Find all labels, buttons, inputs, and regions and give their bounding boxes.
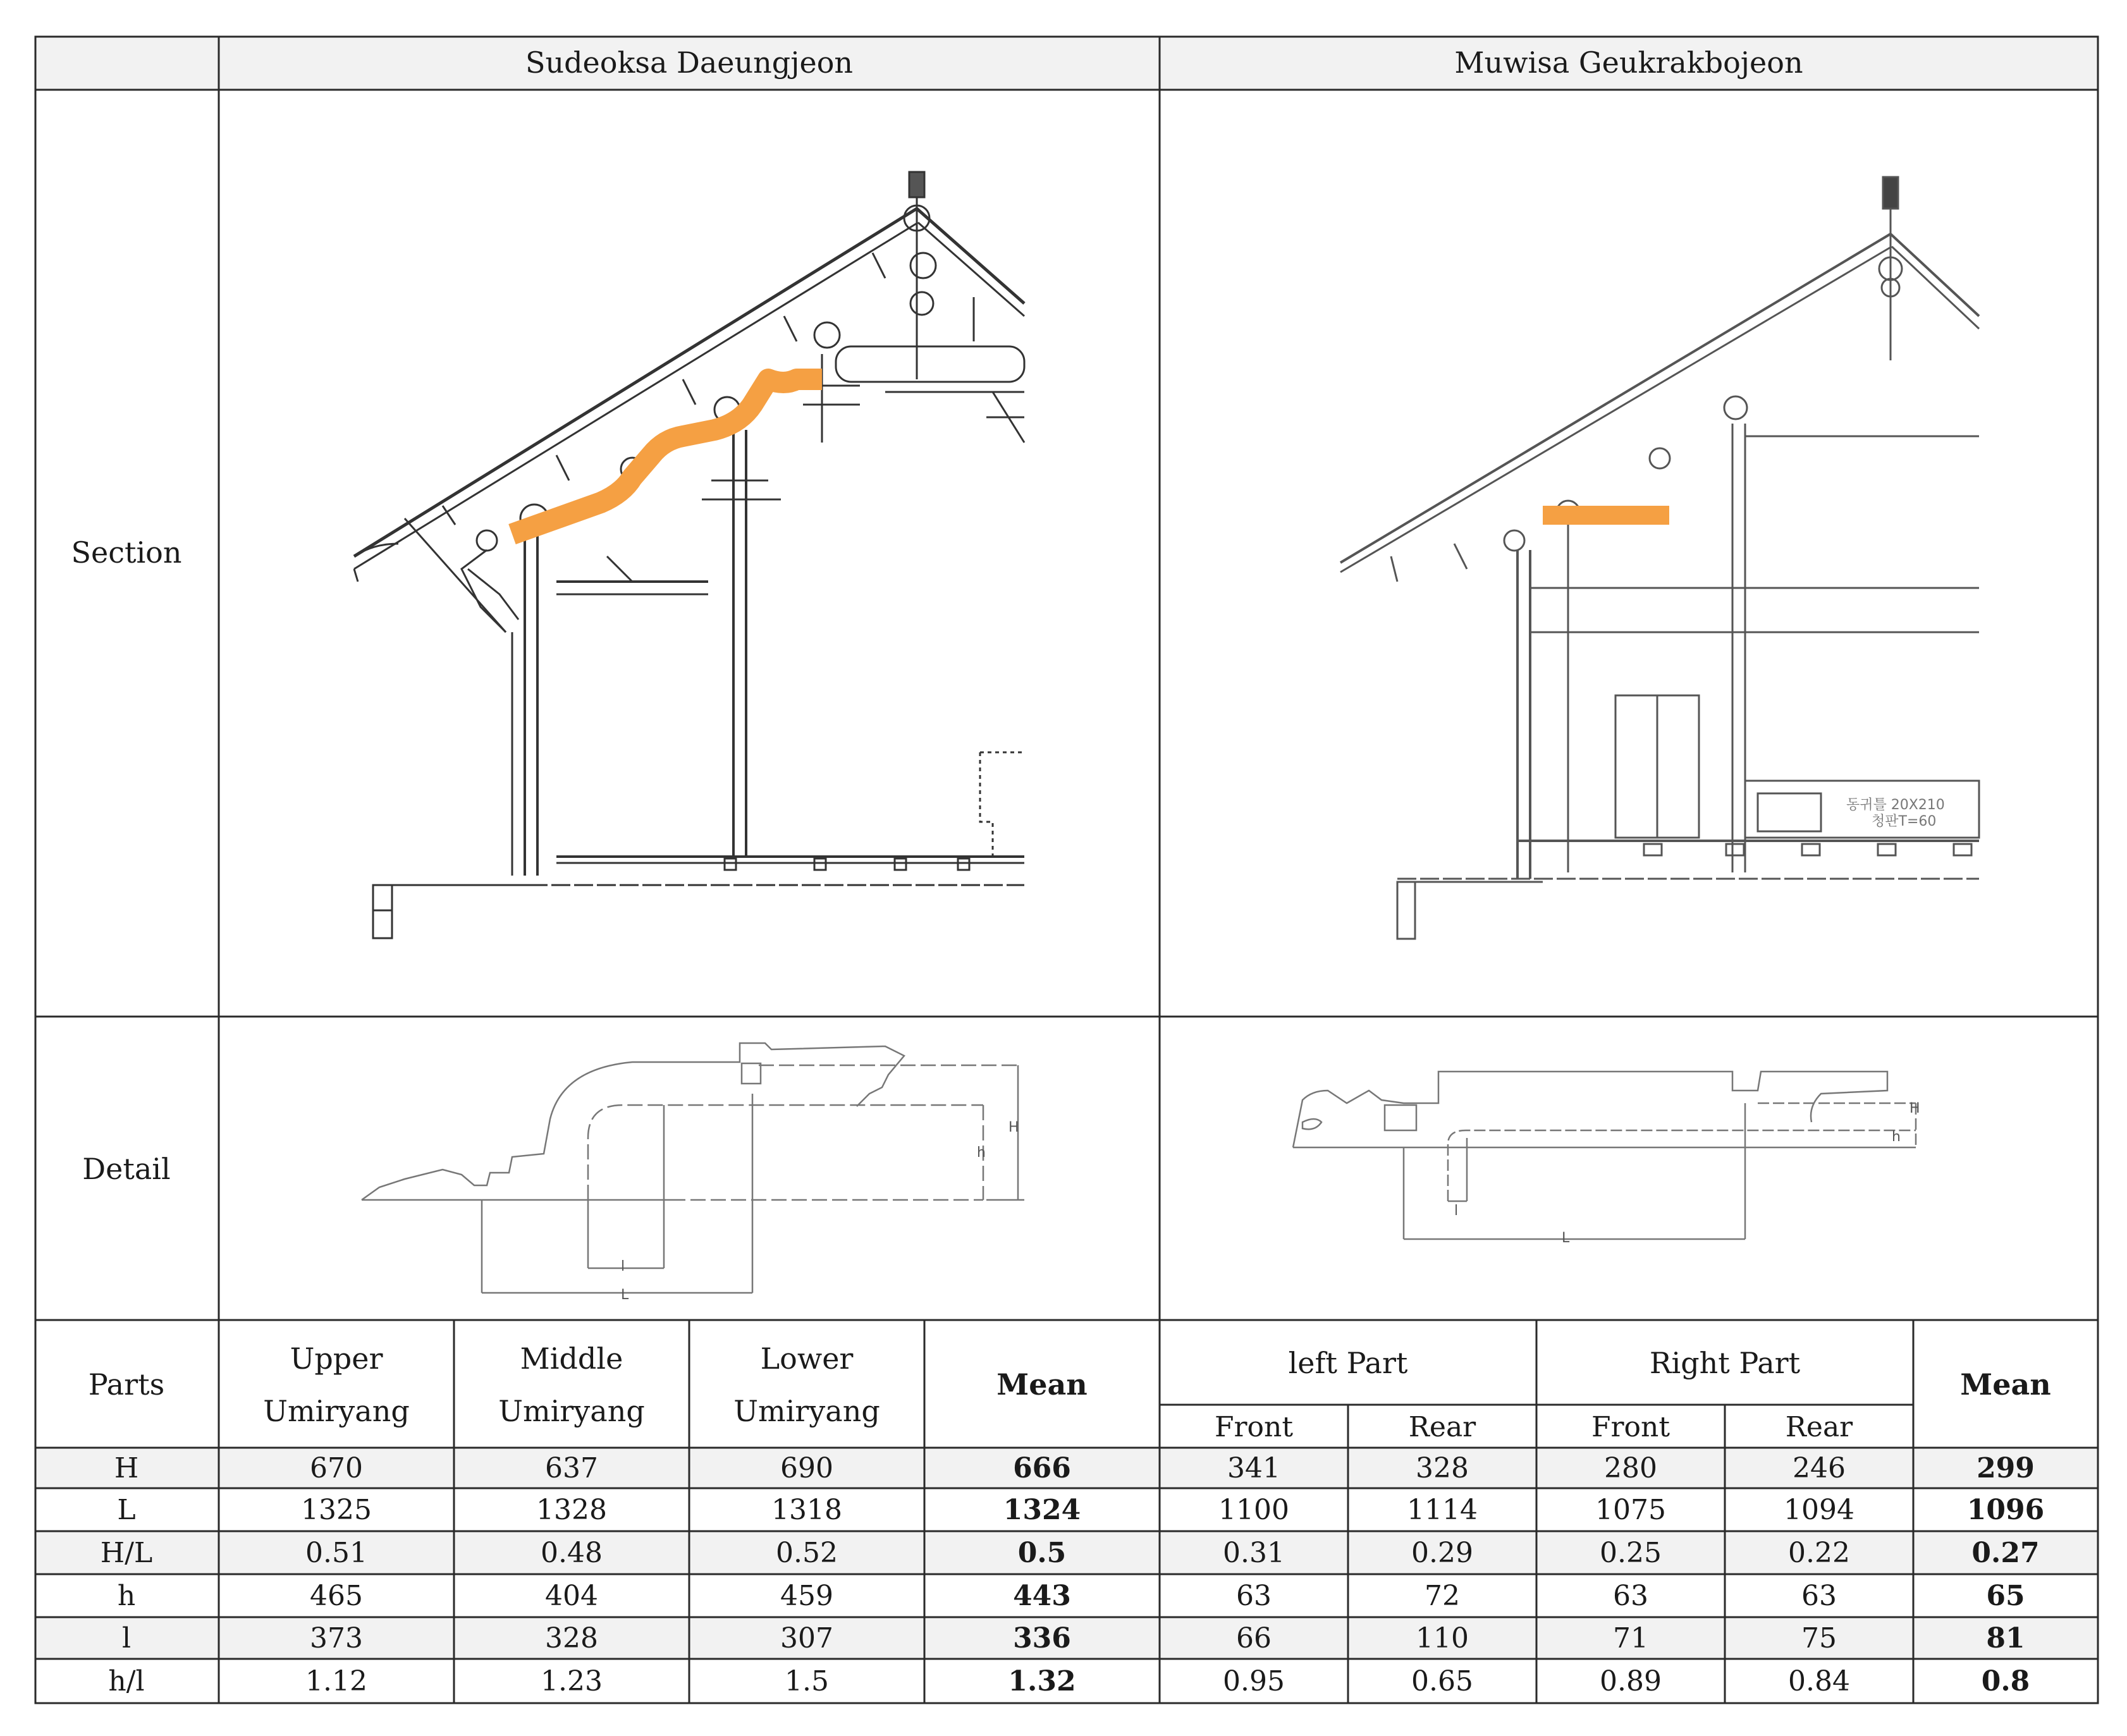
table-cell: 0.51 (305, 1537, 367, 1569)
table-cell: 465 (310, 1580, 363, 1612)
table-cell: 1.12 (305, 1665, 367, 1697)
table-cell: 637 (545, 1452, 598, 1484)
table-cell: 341 (1227, 1452, 1280, 1484)
table-cell: 0.65 (1411, 1665, 1473, 1697)
column-header-muwisa: Muwisa Geukrakbojeon (1454, 46, 1803, 80)
table-cell: 328 (1416, 1452, 1469, 1484)
table-cell: 0.89 (1600, 1665, 1662, 1697)
row-label: h (117, 1580, 136, 1612)
dim-H-right: H (1909, 1101, 1920, 1116)
dim-l-left: l (621, 1259, 625, 1274)
table-cell: 63 (1801, 1580, 1837, 1612)
table-cell: 0.5 (1017, 1537, 1067, 1569)
dim-l-right: l (1454, 1203, 1459, 1219)
section-drawing-sudeoksa (354, 172, 1024, 938)
table-cell: 1.5 (785, 1665, 829, 1697)
table-cell: 1114 (1407, 1494, 1478, 1526)
table-cell: 1094 (1784, 1494, 1854, 1526)
header-right-part: Right Part (1649, 1346, 1801, 1380)
row-label: h/l (108, 1665, 145, 1697)
table-cell: 404 (545, 1580, 598, 1612)
row-label: l (121, 1622, 132, 1654)
table-cell: 0.22 (1788, 1537, 1850, 1569)
table-cell: 1325 (301, 1494, 372, 1526)
table-cell: 0.27 (1971, 1537, 2040, 1569)
header-left-rear: Rear (1408, 1411, 1476, 1443)
table-cell: 81 (1986, 1622, 2025, 1654)
header-left-part: left Part (1288, 1346, 1408, 1380)
header-lower-line1: Lower (760, 1342, 854, 1376)
dim-h-right: h (1892, 1129, 1901, 1145)
parts-header: Parts (88, 1367, 165, 1402)
table-cell: 1.32 (1008, 1665, 1076, 1697)
row-label-section: Section (71, 535, 182, 570)
header-lower-line2: Umiryang (733, 1394, 880, 1428)
table-cell: 63 (1236, 1580, 1272, 1612)
table-cell: 110 (1416, 1622, 1469, 1654)
umiryang-highlight-muwisa (1543, 506, 1669, 525)
row-label: L (117, 1494, 136, 1526)
row-label: H/L (100, 1537, 153, 1569)
table-cell: 443 (1013, 1580, 1071, 1612)
table-cell: 459 (780, 1580, 833, 1612)
table-cell: 1318 (771, 1494, 842, 1526)
table-cell: 0.84 (1788, 1665, 1850, 1697)
table-cell: 336 (1013, 1622, 1071, 1654)
section-note-2: 청판T=60 (1872, 814, 1937, 829)
table-cell: 1324 (1003, 1494, 1081, 1526)
table-cell: 65 (1986, 1580, 2025, 1612)
detail-drawing-muwisa (1293, 1072, 1916, 1239)
header-upper-line1: Upper (290, 1342, 383, 1376)
table-cell: 63 (1613, 1580, 1648, 1612)
table-cell: 1075 (1595, 1494, 1666, 1526)
dim-h-left: h (977, 1145, 986, 1161)
table-cell: 72 (1425, 1580, 1460, 1612)
table-cell: 0.48 (541, 1537, 603, 1569)
table-cell: 1096 (1966, 1494, 2045, 1526)
table-cell: 71 (1613, 1622, 1648, 1654)
table-cell: 690 (780, 1452, 833, 1484)
detail-drawing-sudeoksa (362, 1043, 1024, 1293)
column-header-sudeoksa: Sudeoksa Daeungjeon (525, 46, 854, 80)
table-cell: 0.95 (1223, 1665, 1285, 1697)
table-cell: 373 (310, 1622, 363, 1654)
dim-H-left: H (1008, 1120, 1019, 1135)
header-middle-line1: Middle (520, 1342, 623, 1376)
table-cell: 75 (1801, 1622, 1837, 1654)
table-cell: 0.52 (776, 1537, 838, 1569)
table-cell: 246 (1793, 1452, 1846, 1484)
table-cell: 0.29 (1411, 1537, 1473, 1569)
umiryang-highlight-sudeoksa (512, 379, 822, 534)
table-cell: 670 (310, 1452, 363, 1484)
table-cell: 280 (1604, 1452, 1657, 1484)
table-cell: 66 (1236, 1622, 1272, 1654)
table-cell: 1328 (536, 1494, 607, 1526)
dim-L-left: L (621, 1287, 629, 1303)
row-label: H (114, 1452, 139, 1484)
header-left-front: Front (1214, 1411, 1294, 1443)
header-mean-right: Mean (1960, 1367, 2051, 1402)
table-cell: 0.25 (1600, 1537, 1662, 1569)
table-cell: 299 (1977, 1452, 2035, 1484)
table-cell: 666 (1013, 1452, 1071, 1484)
table-cell: 1.23 (541, 1665, 603, 1697)
row-label-detail: Detail (82, 1152, 171, 1186)
table-cell: 0.8 (1981, 1665, 2030, 1697)
header-mean-left: Mean (996, 1367, 1088, 1402)
section-note-1: 동귀틀 20X210 (1846, 797, 1945, 813)
table-cell: 328 (545, 1622, 598, 1654)
header-right-front: Front (1591, 1411, 1670, 1443)
header-right-rear: Rear (1785, 1411, 1853, 1443)
dim-L-right: L (1562, 1230, 1570, 1246)
table-cell: 0.31 (1223, 1537, 1285, 1569)
header-middle-line2: Umiryang (498, 1394, 645, 1428)
table-cell: 307 (780, 1622, 833, 1654)
table-cell: 1100 (1218, 1494, 1289, 1526)
header-upper-line2: Umiryang (263, 1394, 410, 1428)
